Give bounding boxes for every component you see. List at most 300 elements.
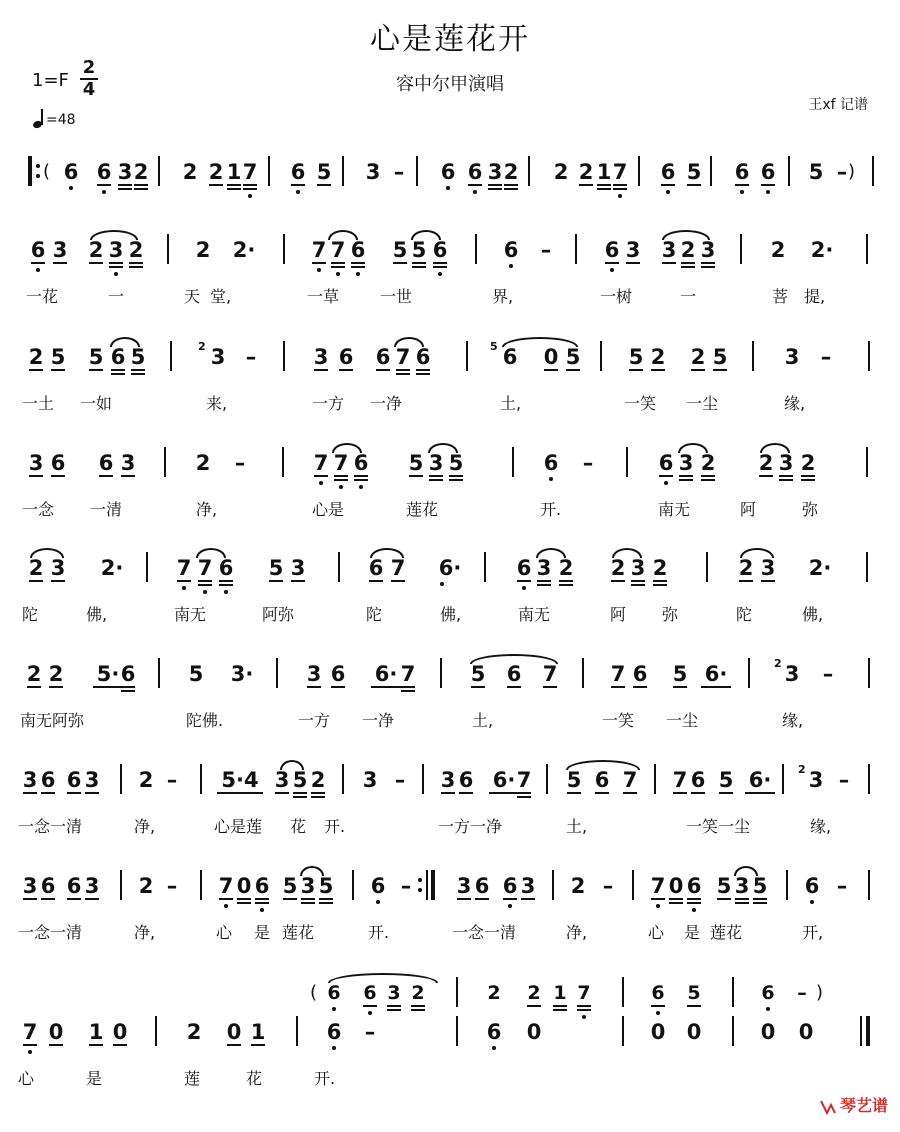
octave-dot-below [296,190,300,194]
note: 5 [686,160,702,184]
note: 5 [268,556,284,580]
lyric-syllable: 一笑一尘 [686,817,751,836]
barline [146,552,148,582]
underline-beam [209,184,223,186]
underline-beam [468,184,482,186]
note: 3 [120,451,136,475]
underline-beam [651,369,665,371]
underline-beam [291,184,305,186]
underline-beam [605,262,619,264]
underline-beam [489,792,519,794]
underline-beam [739,580,753,582]
note: 3 [22,768,38,792]
underline-beam [314,475,328,477]
underline-beam [701,475,715,477]
time-signature-bottom: 4 [82,79,96,100]
note: 3 [630,556,646,580]
underline-beam [301,898,315,900]
underline-beam [613,188,627,190]
underline-beam [651,1005,665,1007]
underline-beam [109,262,123,264]
barline [276,658,278,688]
underline-beam [351,266,365,268]
lyric-syllable: 一净 [362,711,395,730]
barline [170,341,172,371]
note: 2 [138,768,154,792]
note: 3 [300,874,316,898]
octave-dot-below [492,1046,496,1050]
note: 3 [108,238,124,262]
dash-extension: – [836,160,848,184]
lyric-syllable: 一方 [298,711,331,730]
note: 5 [718,768,734,792]
octave-dot-below [692,908,696,912]
octave-dot-below [740,190,744,194]
underline-beam [701,479,715,481]
lyric-syllable: 南无阿弥 [20,711,85,730]
underline-beam [109,266,123,268]
note: 3 [625,238,641,262]
note: 3 [678,451,694,475]
underline-beam [691,369,705,371]
octave-dot-below [766,1007,770,1011]
underline-beam [433,266,447,268]
note: 7 [176,556,192,580]
underline-beam [51,580,65,582]
lyric-syllable: 开, [802,923,824,942]
note: 5 [712,345,728,369]
underline-beam [311,792,325,794]
dash-extension: – [797,982,807,1004]
underline-beam [553,1009,567,1011]
underline-beam [669,902,683,904]
score-system-7 [0,763,900,880]
note: 0 [668,874,684,898]
note: 6 [502,345,518,369]
note: 6 [502,874,518,898]
octave-dot-below [182,586,186,590]
lyric-syllable: 一净 [370,394,403,413]
dash-extension: – [393,160,405,184]
barline [866,1016,870,1046]
underline-beam [293,792,307,794]
barline [155,1016,157,1046]
underline-beam [449,479,463,481]
note: 2· [808,556,832,580]
underline-beam [29,369,43,371]
underline-beam [111,369,125,371]
underline-beam [354,479,368,481]
performer: 容中尔甲演唱 [396,74,504,95]
underline-beam [735,898,749,900]
note: 3 [362,768,378,792]
note: 7 [395,345,411,369]
note: 3 [784,345,800,369]
time-signature-top: 2 [80,58,98,80]
underline-beam [517,580,531,582]
note: 7 [197,556,213,580]
lyric-syllable: 一尘 [686,394,719,413]
underline-beam [401,686,415,688]
underline-beam [517,792,531,794]
octave-dot-below [203,590,207,594]
underline-beam [521,898,535,900]
underline-beam [227,188,241,190]
note: 6 [350,238,366,262]
note: 2 [770,238,786,262]
note: 3 [117,160,133,184]
note: 0 [650,1020,666,1044]
note: 5 [318,874,334,898]
note: 2 [650,345,666,369]
underline-beam [687,902,701,904]
note: 6 [326,1020,342,1044]
underline-beam [517,796,531,798]
underline-beam [611,580,625,582]
underline-beam [198,580,212,582]
note: 2 [553,160,569,184]
lyric-syllable: 莲 [184,1069,201,1088]
parenthesis: ) [848,161,856,182]
note: 7 [390,556,406,580]
dash-extension: – [836,874,848,898]
dash-extension: – [582,451,594,475]
barline [654,764,656,794]
underline-beam [411,1009,425,1011]
underline-beam [701,262,715,264]
note: 3 [52,238,68,262]
note: 6 [110,345,126,369]
grace-note: 5 [490,340,498,353]
lyric-syllable: 一笑 [602,711,635,730]
barline [582,658,584,688]
underline-beam [559,580,573,582]
underline-beam [177,580,191,582]
note: 6 [290,160,306,184]
note: 2 [208,160,224,184]
note: 5 [808,160,824,184]
octave-dot-below [69,186,73,190]
octave-dot-below [36,268,40,272]
barline [546,764,548,794]
parenthesis: ( [310,982,318,1003]
lyric-syllable: 来, [206,394,228,413]
underline-beam [779,475,793,477]
note: 6 [254,874,270,898]
underline-beam [198,584,212,586]
underline-beam [631,580,645,582]
lyric-syllable: 一尘 [666,711,699,730]
lyric-syllable: 阿 [740,500,757,519]
underline-beam [53,262,67,264]
barline [868,341,870,371]
underline-beam [411,1005,425,1007]
underline-beam [416,369,430,371]
note: 1 [250,1020,266,1044]
note: 0 [112,1020,128,1044]
note: 2 [578,160,594,184]
octave-dot-below [114,272,118,276]
note: 7 [218,874,234,898]
note: 5 [687,982,701,1004]
underline-beam [275,792,289,794]
note: 7 [333,451,349,475]
note: 1 [596,160,612,184]
octave-dot-below [102,190,106,194]
underline-beam [713,369,727,371]
note: 2· [232,238,256,262]
underline-beam [23,898,37,900]
octave-dot-below [260,908,264,912]
lyric-syllable: 土, [566,817,588,836]
barline [120,764,122,794]
barline [164,447,166,477]
note: 2 [195,451,211,475]
underline-beam [595,792,609,794]
note: 3 [313,345,329,369]
note: 2 [186,1020,202,1044]
lyric-syllable: 开. [324,817,346,836]
barline [786,870,788,900]
note: 6 [458,768,474,792]
lyric-syllable: 界, [492,287,514,306]
underline-beam [227,1044,241,1046]
barline [158,658,160,688]
underline-beam [307,686,321,688]
note: 6 [804,874,820,898]
barline [426,870,428,900]
underline-beam [354,475,368,477]
barline [866,552,868,582]
dash-extension: – [820,345,832,369]
note: 6 [370,874,386,898]
watermark-text: 琴艺谱 [839,1096,888,1115]
underline-beam [49,1044,63,1046]
note: 7 [622,768,638,792]
lyric-syllable: 心是 [312,500,345,519]
note: 6 [98,451,114,475]
octave-dot-below [509,264,513,268]
grace-note: 2 [798,763,806,776]
note: 2 [570,874,586,898]
barline [710,156,712,186]
underline-beam [369,580,383,582]
underline-beam [314,369,328,371]
grace-note: 2 [198,340,206,353]
lyric-syllable: 一土 [22,394,55,413]
underline-beam [67,792,81,794]
lyric-syllable: 一念 [22,500,55,519]
note: 2 [26,662,42,686]
note: 3 [661,238,677,262]
underline-beam [23,1044,37,1046]
score-system-4 [0,451,900,563]
repeat-dots [36,164,40,178]
score-system-6 [0,657,900,774]
underline-beam [31,262,45,264]
underline-beam [701,266,715,268]
lyric-syllable: 一清 [90,500,123,519]
octave-dot-below [766,190,770,194]
grace-note: 2 [774,657,782,670]
note: 5·4 [221,768,259,792]
note: 3 [778,451,794,475]
note: 1 [553,982,567,1004]
note: 3 [290,556,306,580]
note: 2 [700,451,716,475]
lyric-syllable: 南无 [174,605,207,624]
note: 6 [686,874,702,898]
underline-beam [681,262,695,264]
lyric-syllable: 一 [108,287,125,306]
underline-beam [735,184,749,186]
octave-dot-below [368,1011,372,1015]
lyric-syllable: 陀 [366,605,383,624]
underline-beam [51,369,65,371]
note: 3 [365,160,381,184]
octave-dot-below [332,1007,336,1011]
dash-extension: – [400,874,412,898]
underline-beam [291,580,305,582]
note: 5· [96,662,120,686]
note: 5 [292,768,308,792]
lyric-syllable: 花 [290,817,307,836]
lyric-syllable: 一方 [312,394,345,413]
underline-beam [217,792,263,794]
underline-beam [89,369,103,371]
note: 6 [120,662,136,686]
lyric-syllable: 心 [18,1069,35,1088]
barline [626,447,628,477]
dash-extension: – [822,662,834,686]
barline [167,234,169,264]
barline [788,156,790,186]
note: 7 [650,874,666,898]
lyric-syllable: 一花 [26,287,59,306]
underline-beam [779,479,793,481]
underline-beam [527,1005,541,1007]
barline [552,870,554,900]
underline-beam [237,898,251,900]
underline-beam [449,475,463,477]
note: 0 [760,1020,776,1044]
watermark [819,1093,888,1116]
underline-beam [457,898,471,900]
lyric-syllable: 花 [246,1069,263,1088]
lyric-syllable: 莲花 [710,923,743,942]
underline-beam [459,792,473,794]
underline-beam [376,369,390,371]
note: 2 [195,238,211,262]
underline-beam [753,898,767,900]
note: 6 [375,345,391,369]
note: 6 [363,982,377,1004]
note: 5 [188,662,204,686]
underline-beam [319,902,333,904]
underline-beam [219,580,233,582]
barline [296,1016,298,1046]
octave-dot-below [319,481,323,485]
note: 3 [487,160,503,184]
dash-extension: – [394,768,406,792]
note: 2 [28,556,44,580]
note: 0 [226,1020,242,1044]
underline-beam [659,475,673,477]
underline-beam [488,188,502,190]
note: 2 [558,556,574,580]
note: 3 [456,874,472,898]
underline-beam [559,584,573,586]
lyric-syllable: 净, [566,923,588,942]
note: 2 [527,982,541,1004]
octave-dot-below [656,1011,660,1015]
lyric-syllable: 陀 [22,605,39,624]
lyric-syllable: 心 [648,923,665,942]
note: 7 [242,160,258,184]
underline-beam [475,898,489,900]
note: 2· [810,238,834,262]
underline-beam [129,262,143,264]
note: 2 [738,556,754,580]
barline [732,1016,734,1046]
octave-dot-below [336,272,340,276]
barline [752,341,754,371]
underline-beam [441,792,455,794]
octave-dot-below [473,190,477,194]
underline-beam [566,369,580,371]
underline-beam [99,475,113,477]
lyric-syllable: 一如 [80,394,113,413]
lyric-syllable: 缘, [782,711,804,730]
underline-beam [29,580,43,582]
lyric-syllable: 开. [368,923,390,942]
note: 5 [130,345,146,369]
note: 6 [760,160,776,184]
lyric-syllable: 一世 [380,287,413,306]
barline [740,234,742,264]
underline-beam [237,902,251,904]
barline [622,977,624,1007]
barline [466,341,468,371]
underline-beam [319,898,333,900]
dash-extension: – [540,238,552,262]
octave-dot-below [359,485,363,489]
note: 6 [506,662,522,686]
lyric-syllable: 开. [540,500,562,519]
note: 5 [672,662,688,686]
underline-beam [717,898,731,900]
underline-beam [719,792,733,794]
note: 6 [467,160,483,184]
underline-beam [49,686,63,688]
underline-beam [121,690,135,692]
underline-beam [371,686,401,688]
note: 6 [353,451,369,475]
underline-beam [691,792,705,794]
note: 2 [133,160,149,184]
note: 3 [428,451,444,475]
lyric-syllable: 佛, [802,605,824,624]
lyric-syllable: 是 [684,923,701,942]
underline-beam [653,584,667,586]
note: 6 [330,662,346,686]
note: 1 [88,1020,104,1044]
octave-dot-below [610,268,614,272]
note: 6 [543,451,559,475]
note: 2 [487,982,501,1004]
underline-beam [312,262,326,264]
lyric-syllable: 一念一清 [18,923,83,942]
